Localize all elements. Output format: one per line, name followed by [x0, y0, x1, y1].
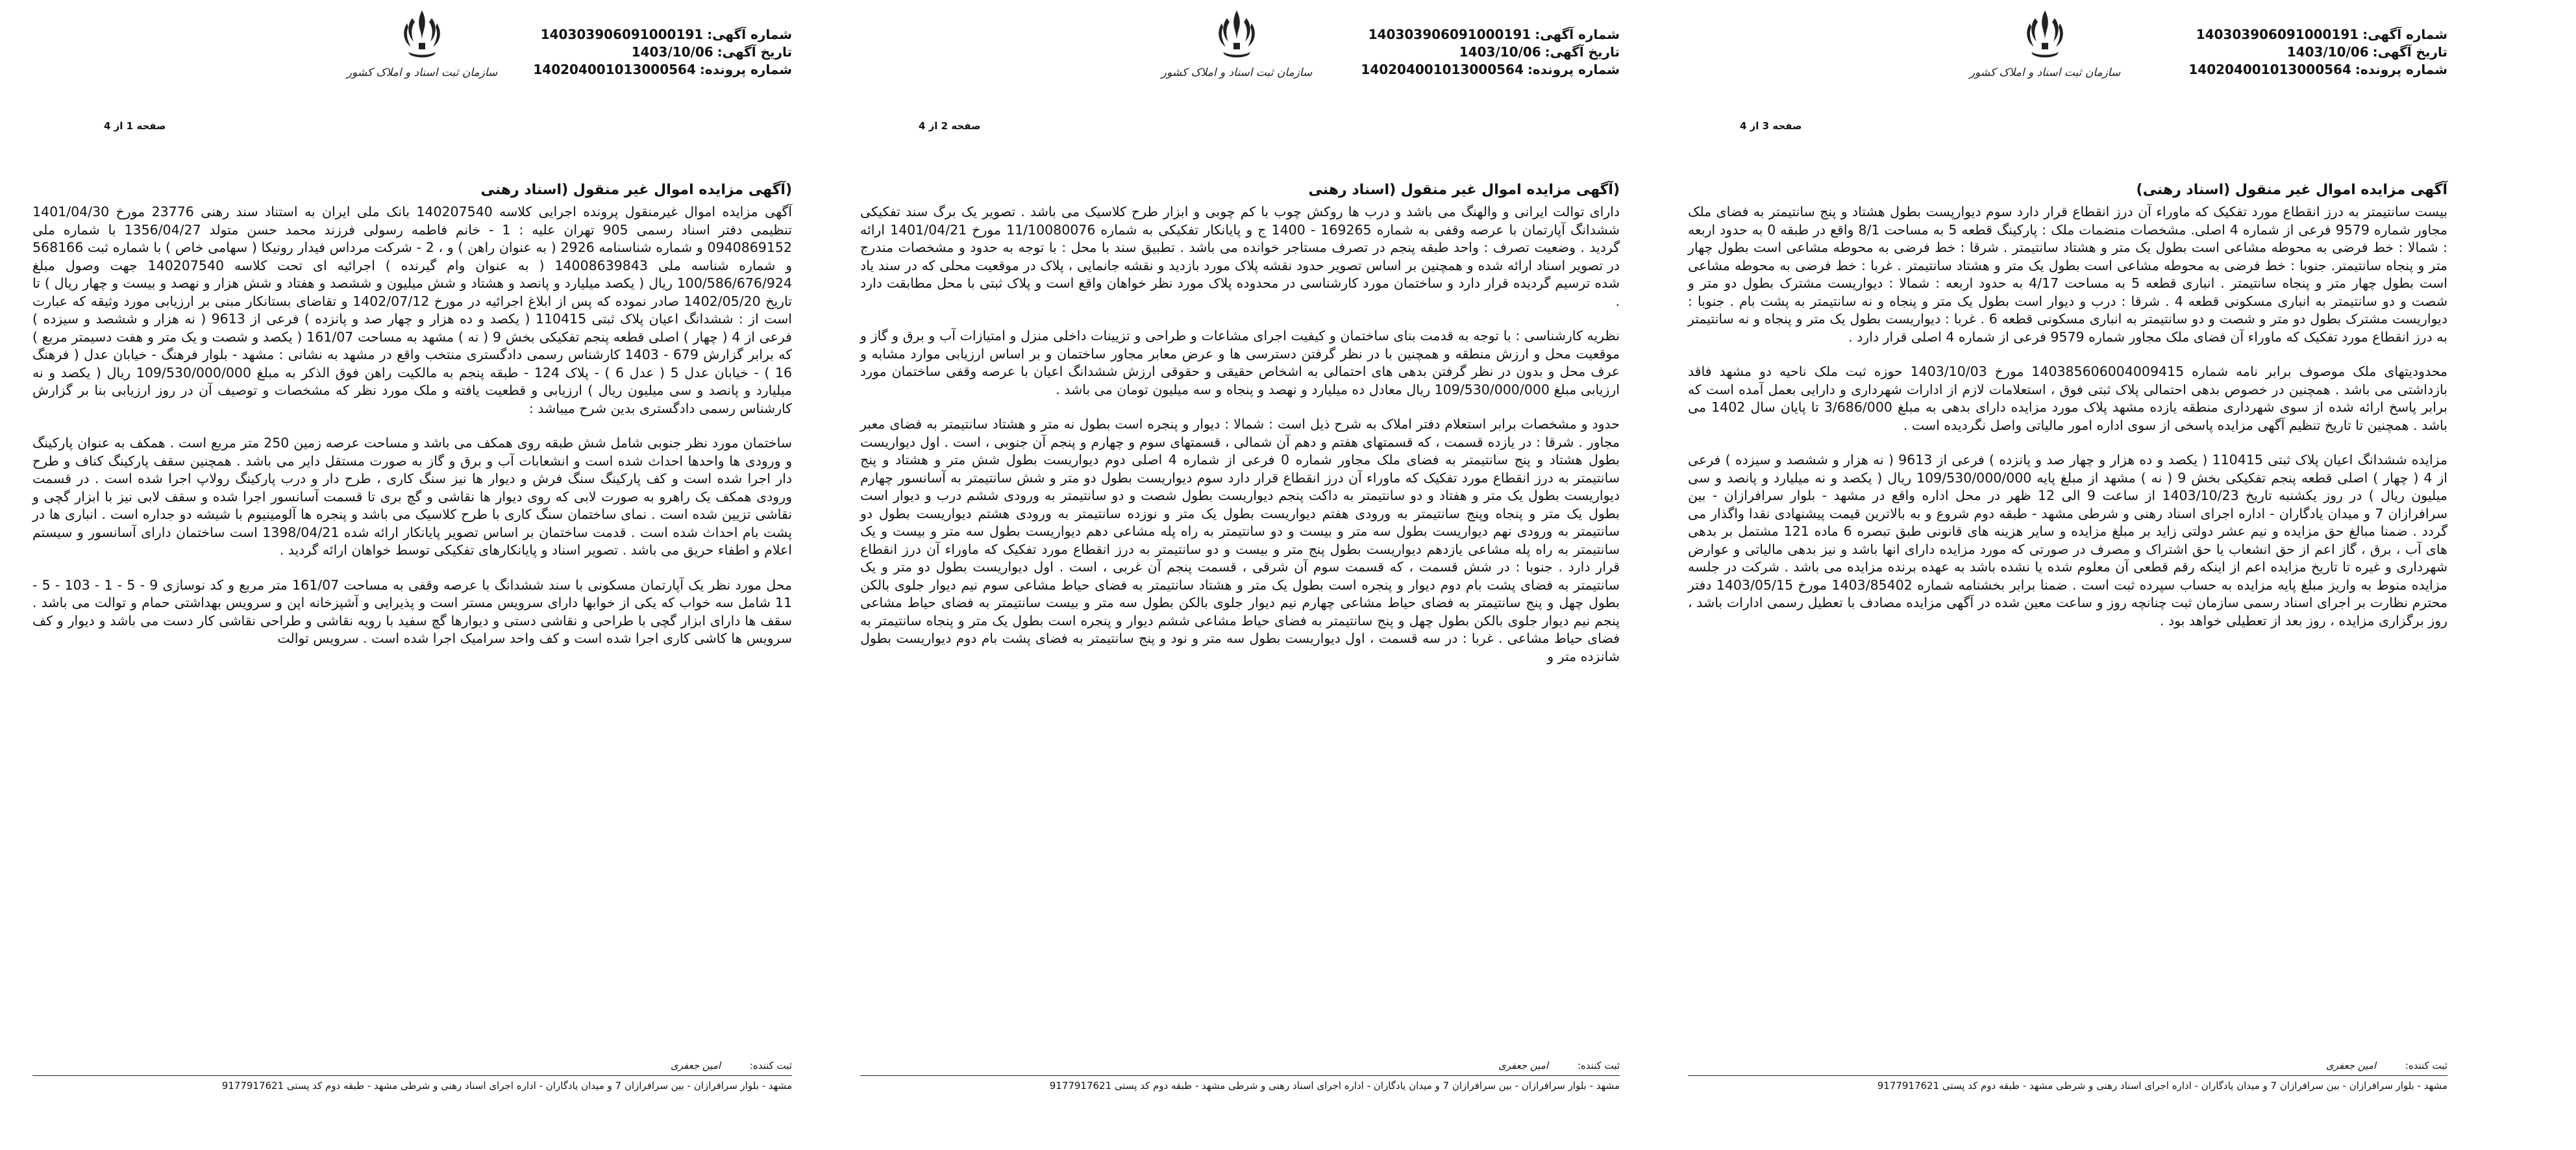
org-name: سازمان ثبت اسناد و املاک کشور	[1969, 66, 2121, 79]
notice-date-label: تاریخ آگهی:	[717, 44, 792, 60]
notice-number: 140303906091000191	[540, 27, 704, 42]
body-paragraph: حدود و مشخصات برابر استعلام دفتر املاک به شرح ذیل است : شمالا : دیوار و پنجره است بطول نه متر و هشتاد سانتیمتر به فضای معبر مجاور . شرقا : در یازده قسمت ، که قسمتهای هفتم و دهم آن شمالی ، قسمتهای سوم و چهارم و پنجم آن جنوبی ، است . اول دیواریست بطول هشتاد و پنج سانتیمتر به فضای ملک مجاور شماره 0 فرعی از شماره 4 اصلی دوم دیواریست بطول شش متر و هشتاد و پنج سانتیمتر به درز انقطاع مورد تفکیک که ماوراء آن درز انقطاع قرار دارد سوم دیواریست بطول دو متر و شش سانتیمتر به آسانسور چهارم دیواریست بطول یک متر و هفتاد و دو سانتیمتر به داکت پنجم دیواریست بطول شصت و دو سانتیمتر به ورودی ششم درب و دیوار است بطول یک متر و پنجاه وپنج سانتیمتر به ورودی هفتم دیواریست بطول یک متر و نوزده سانتیمتر به ورودی هشتم دیواریست بطول دو سانتیمتر به ورودی نهم دیواریست بطول سه متر و بیست و دو سانتیمتر به راه پله مشاعی دهم دیواریست بطول سه متر و بیست و یک سانتیمتر به راه پله مشاعی یازدهم دیواریست بطول پنج متر و بیست و دو سانتیمتر به درز انقطاع مورد تفکیک که ماوراء آن درز انقطاع قرار دارد . جنوبا : در شش قسمت ، که قسمت سوم آن شرقی ، قسمت پنجم آن غربی ، است . اول دیواریست بطول دو متر و یک سانتیمتر به فضای پشت بام دوم دیوار و پنجره است بطول یک متر و هشتاد سانتیمتر به فضای حیاط مشاعی سوم نیم دیوار جلوی بالکن بطول چهل و پنج سانتیمتر به فضای حیاط مشاعی چهارم نیم دیوار جلوی بالکن بطول سه متر و بیست سانتیمتر به فضای حیاط مشاعی پنجم نیم دیوار جلوی بالکن بطول چهل و پنج سانتیمتر به فضای حیاط مشاعی ششم دیوار و پنجره است بطول یک متر و پنجاه سانتیمتر به فضای حیاط مشاعی . غربا : در سه قسمت ، اول دیواریست بطول سه متر و نود و پنج سانتیمتر به فضای پشت بام دوم دیواریست بطول شانزده متر و	[860, 416, 1620, 664]
office-address: مشهد - بلوار سرافرازان - بین سرافرازان 7 و میدان یادگاران - اداره اجرای اسناد رهنی و شرطی مشهد - طبقه دوم کد پستی 9177917621	[221, 1080, 792, 1092]
notice-date: 1403/10/06	[631, 44, 713, 60]
signer-label: ثبت کننده:	[2405, 1060, 2447, 1071]
sheet-header	[834, 0, 1652, 156]
body-paragraph: بیست سانتیمتر به درز انقطاع مورد تفکیک که ماوراء آن درز انقطاع قرار دارد سوم دیوارپست بطول هشتاد و پنج سانتیمتر به فضای ملک مجاور شماره 9579 فرعی از شماره 4 اصلی. مشخصات منضمات ملک : پارکینگ قطعه 5 به مساحت 8/1 واقع در طبقه 0 به حدود اربعه : شمالا : خط فرضی به محوطه مشاعی است بطول یک متر و هشتاد سانتیمتر . شرقا : خط فرضی به محوطه مشاعی است بطول چهار متر و پنجاه سانتیمتر. جنوبا : خط فرضی به محوطه مشاعی است بطول یک متر و هشتاد سانتیمتر . غربا : خط فرضی به محوطه مشاعی است بطول چهار متر و پنجاه سانتیمتر . انباری قطعه 5 به مساحت 4/17 به حدود اربعه : شمالا : دیواریست مشترک بطول دو متر و شصت و دو سانتیمتر به انباری مسکونی قطعه 4 . شرقا : درب و دیوار است بطول یک متر و پنجاه و نه سانتیمتر به پشت بام . جنوبا : دیواریست مشترک بطول دو متر و شصت و دو سانتیمتر به انباری مسکونی قطعه 6 . غربا : دیواریست بطول یک متر و پنجاه و نه سانتیمتر به درز انقطاع مورد تفکیک که ماوراء آن فضای ملک مجاور شماره 9579 فرعی از شماره 4 اصلی قرار دارد .	[1688, 204, 2448, 345]
page-number: صفحه 1 از 4	[104, 120, 166, 132]
signer-line	[1688, 1058, 2447, 1073]
office-address: مشهد - بلوار سرافرازان - بین سرافرازان 7 و میدان یادگاران - اداره اجرای اسناد رهنی و شرطی مشهد - طبقه دوم کد پستی 9177917621	[1877, 1080, 2447, 1092]
body-paragraph: آگهی مزایده اموال غیرمنقول پرونده اجرایی کلاسه 140207540 بانک ملی ایران به استناد سند رهنی 23776 مورخ 1401/04/30 تنظیمی دفتر اسناد رسمی 905 تهران علیه : 1 - خانم فاطمه رسولی فرزند محمد حسن متولد 1356/04/27 با شماره ملی 0940869152 و شماره شناسنامه 2926 ( به عنوان راهن ) و ، 2 - شرکت مرداس فیدار رونیکا ( سهامی خاص ) با شماره ثبت 568166 و شماره شناسه ملی 14008639843 ( به عنوان وام گیرنده ) اجرائیه ای تحت کلاسه 140207540 جهت وصول مبلغ 100/586/676/924 ریال ( یکصد میلیارد و پانصد و هشتاد و شش میلیون و ششصد و هفتاد و شش هزار و نهصد و بیست و چهار ریال ) تا تاریخ 1402/05/20 صادر نموده که پس از ابلاغ اجرائیه در مورخ 1402/07/12 و تقاضای بستانکار مبنی بر ارزیابی مورد وثیقه که عبارت است از : ششدانگ اعیان پلاک ثبتی 110415 ( یکصد و ده هزار و چهار صد و پانزده ) فرعی از 9613 ( نه هزار و ششصد و سیزده ) فرعی از 4 ( چهار ) اصلی قطعه پنجم تفکیکی بخش 9 ( نه ) مشهد به مساحت 161/07 ( یکصد و شصت و یک متر و هفت دسیمتر مربع ) که برابر گزارش 679 - 1403 کارشناس رسمی دادگستری منتخب واقع در مشهد به نشانی : مشهد - بلوار فرهنگ - خیابان عدل ( فرهنگ 16 ) - خیابان عدل 5 ( عدل 6 ) - پلاک 124 - طبقه پنجم به مالکیت راهن فوق الذکر به مبلغ 109/530/000/000 ریال ( یکصد و نه میلیارد و پانصد و سی میلیون ریال ) ارزیابی و قطعیت یافته و ملک مورد نظر که مشخصات و توصیف آن در روز ارزیابی بنا بر گزارش کارشناس رسمی دادگستری بدین شرح میباشد :	[32, 204, 793, 416]
file-number-label: شماره پرونده:	[1527, 62, 1620, 77]
iran-emblem-icon	[399, 6, 445, 65]
notice-number: 140303906091000191	[1368, 27, 1531, 42]
notice-number-label: شماره آگهی:	[2362, 27, 2447, 42]
body-paragraph: نظریه کارشناسی : با توجه به قدمت بنای ساختمان و کیفیت اجرای مشاعات و طراحی و تزیینات داخلی منزل و امتیازات آب و برق و گاز و موقعیت محل و ارزش منطقه و همچنین با در نظر گرفتن دسترسی ها و عرض معابر مجاور ساختمان و بر اساس ارزیابی موارد مشابه و عرف محل و بدون در نظر گرفتن بدهی های احتمالی به اشخاص حقیقی و حقوقی ارزش ششدانگ اعیان با عرصه وقفی ساختمان مورد ارزیابی مبلغ 109/530/000/000 ریال معادل ده میلیارد و نهصد و پنجاه و سه میلیون تومان می باشد .	[860, 328, 1620, 397]
signer-name: امین جعفری	[671, 1060, 721, 1071]
iran-emblem-icon	[1214, 6, 1259, 65]
notice-title: (آگهی مزایده اموال غیر منقول (اسناد رهنی	[480, 182, 792, 198]
org-emblem-block	[1967, 6, 2123, 79]
file-number-label: شماره پرونده:	[699, 62, 792, 77]
notice-number-label: شماره آگهی:	[1535, 27, 1620, 42]
signer-name: امین جعفری	[1498, 1060, 1549, 1071]
org-name: سازمان ثبت اسناد و املاک کشور	[1161, 66, 1313, 79]
notice-body	[834, 198, 1652, 666]
notice-body	[1662, 198, 2480, 630]
body-paragraph: ساختمان مورد نظر جنوبی شامل شش طبقه روی همکف می باشد و مساحت عرصه زمین 250 متر مربع است . همکف به عنوان پارکینگ و ورودی ها واحدها احداث شده است و انشعابات آب و برق و گاز به صورت مستقل دایر می باشد . همچنین سقف پارکینگ کناف و طرح دار اجرا شده است و کف پارکینگ سنگ فرش و دیوار ها نیز سنگ کاری ، طرح دار و درب پارکینگ رولاپ اجرا شده است . در قسمت ورودی همکف یک راهرو به صورت لابی که روی دیوار ها نقاشی و گچ بری تا قسمت آسانسور اجرا شده و سقف لابی نیز با ابزار گچی و نقاشی تزیین شده است . نمای ساختمان سنگ کاری با طرح کلاسیک می باشد و پنجره ها آلومینیوم با شیشه دو جداره است . انباری ها در پشت بام احداث شده است . قدمت ساختمان بر اساس تصویر پایانکار ارائه شده 1398/04/21 است ساختمان دارای آسانسور و سیستم اعلام و اطفاء حریق می باشد . تصویر اسناد و پایانکارهای تفکیکی توسط خواهان ارائه گردید .	[32, 435, 792, 558]
org-emblem-block	[1159, 6, 1315, 79]
notice-date-label: تاریخ آگهی:	[1544, 44, 1620, 60]
footer-divider	[1688, 1075, 2447, 1076]
notice-meta	[2188, 26, 2447, 79]
file-number: 140204001013000564	[533, 62, 696, 77]
file-number-label: شماره پرونده:	[2355, 62, 2447, 77]
sheet-header	[6, 0, 824, 156]
page-number: صفحه 3 از 4	[1740, 120, 1802, 132]
footer-divider	[32, 1075, 792, 1076]
notice-meta	[533, 26, 792, 79]
page-number: صفحه 2 از 4	[919, 120, 981, 132]
notice-number: 140303906091000191	[2196, 27, 2359, 42]
org-name: سازمان ثبت اسناد و املاک کشور	[346, 66, 498, 79]
body-paragraph: محدودیتهای ملک موصوف برابر نامه شماره 140385606004009415 مورخ 1403/10/03 حوزه ثبت ملک ناحیه دو مشهد فاقد بازداشتی می باشد . همچنین در خصوص بدهی احتمالی پلاک ثبتی فوق ، استعلامات لازم از ادارات شهرداری و دارایی بعمل آمده است که برابر پاسخ ارائه شده از سوی شهرداری منطقه یازده مشهد پلاک مورد مزایده دارای بدهی به مبلغ 3/686/000 تا پایان سال 1402 می باشد . همچنین تا تاریخ تنظیم آگهی مزایده پاسخی از سوی اداره امور مالیاتی واصل نگردیده است .	[1688, 364, 2447, 433]
body-paragraph: محل مورد نظر یک آپارتمان مسکونی با سند ششدانگ با عرصه وقفی به مساحت 161/07 متر مربع و کد نوسازی 9 - 5 - 1 - 103 - 5 - 11 شامل سه خواب که یکی از خوابها دارای سرویس مستر است و پذیرایی و آشپزخانه اپن و سرویس بهداشتی حمام و توالت می باشد . سقف ها دارای ابزار گچی با طراحی و نقاشی دستی و دیوارها گچ سفید با رویه نقاشی و طراحی نقاشی کار دست می باشد و دیوار و کف سرویس ها کاشی کاری اجرا شده است و کف واحد سرامیک اجرا شده است . سرویس توالت	[32, 577, 792, 646]
file-number: 140204001013000564	[2188, 62, 2351, 77]
body-paragraph: مزایده ششدانگ اعیان پلاک ثبتی 110415 ( یکصد و ده هزار و چهار صد و پانزده ) فرعی از 9613 ( نه هزار و ششصد و سیزده ) فرعی از 4 ( چهار ) اصلی قطعه پنجم تفکیکی بخش 9 ( نه ) مشهد از مبلغ پایه 109/530/000/000 ریال ( یکصد و نه میلیارد و پانصد و سی میلیون ریال ) در روز یکشنبه تاریخ 1403/10/23 از ساعت 9 الی 12 ظهر در محل اداره واقع در مشهد - بلوار سرافرازان - بین سرافرازان 7 و میدان یادگاران - اداره اجرای اسناد رهنی و شرطی مشهد - طبقه دوم شروع و به بالاترین قیمت پیشنهادی نقدا واگذار می گردد . ضمنا مبالغ حق مزایده و نیم عشر دولتی زاید بر مبلغ مزایده و سایر هزینه های قانونی طبق تبصره 6 ماده 121 مشتمل بر بدهی های آب ، برق ، گاز اعم از حق انشعاب یا حق اشتراک و مصرف در صورتی که مورد مزایده دارای انها باشد و نیز بدهی مالیاتی و عوارض شهرداری و غیره تا تاریخ مزایده اعم از اینکه رقم قطعی آن معلوم شده یا نشده باشد به عهده برنده مزایده می باشد . شرکت در جلسه مزایده منوط به واریز مبلغ پایه مزایده به حساب سپرده ثبت است . ضمنا برابر بخشنامه شماره 1403/85402 مورخ 1403/05/15 دفتر محترم نظارت بر اجرای اسناد رسمی سازمان ثبت چنانچه روز و ساعت معین شده در آگهی مزایده مصادف با تعطیل رسمی ادارات باشد ، روز برگزاری مزایده ، روز بعد از تعطیلی خواهد بود .	[1688, 452, 2448, 629]
notice-date-label: تاریخ آگهی:	[2372, 44, 2447, 60]
sheet-footer	[860, 1058, 1620, 1093]
notice-number-label: شماره آگهی:	[707, 27, 792, 42]
org-emblem-block	[344, 6, 500, 79]
file-number: 140204001013000564	[1361, 62, 1524, 77]
sheet-header	[1662, 0, 2480, 156]
notice-date: 1403/10/06	[1459, 44, 1541, 60]
signer-line	[32, 1058, 792, 1073]
notice-sheet-page-2	[834, 0, 1652, 1150]
notice-sheet-page-3	[1662, 0, 2480, 1150]
notice-meta	[1361, 26, 1620, 79]
office-address: مشهد - بلوار سرافرازان - بین سرافرازان 7 و میدان یادگاران - اداره اجرای اسناد رهنی و شرطی مشهد - طبقه دوم کد پستی 9177917621	[1049, 1080, 1620, 1092]
signer-line	[860, 1058, 1620, 1073]
sheet-footer	[1688, 1058, 2447, 1093]
notice-sheet-page-1	[6, 0, 824, 1150]
notice-body	[6, 198, 824, 648]
notice-title: آگهی مزایده اموال غیر منقول (اسناد رهنی)	[2136, 182, 2447, 198]
signer-name: امین جعفری	[2326, 1060, 2377, 1071]
notice-title: (آگهی مزایده اموال غیر منقول (اسناد رهنی	[1308, 182, 1620, 198]
body-paragraph: دارای توالت ایرانی و والهنگ می باشد و درب ها روکش چوب با کم چوبی و ابزار طرح کلاسیک می باشد . تصویر یک برگ سند تفکیکی ششدانگ آپارتمان با عرصه وقفی به شماره 169265 - 1400 ج و پایانکار تفکیکی به شماره 11/10080076 مورخ 1401/04/21 ارائه گردید . وضعیت تصرف : واحد طبقه پنجم در تصرف مستاجر خوانده می باشد . تطبیق سند با محل : با توجه به حدود و مشخصات مندرج در تصویر اسناد ارائه شده و همچنین بر اساس تصویر حدود نقشه پلاک مورد بازدید و نقشه جانمایی ، پلاک در موقعیت محلی که در سند یاد شده ترسیم گردیده قرار دارد و ساختمان مورد کارشناسی در محدوده پلاک مورد نظر خواهان واقع است و پلاک ثبتی با محل مطابقت دارد .	[860, 204, 1620, 309]
signer-label: ثبت کننده:	[749, 1060, 792, 1071]
footer-divider	[860, 1075, 1620, 1076]
iran-emblem-icon	[2022, 6, 2068, 65]
sheet-footer	[32, 1058, 792, 1093]
notice-date: 1403/10/06	[2286, 44, 2369, 60]
signer-label: ثبت کننده:	[1577, 1060, 1620, 1071]
